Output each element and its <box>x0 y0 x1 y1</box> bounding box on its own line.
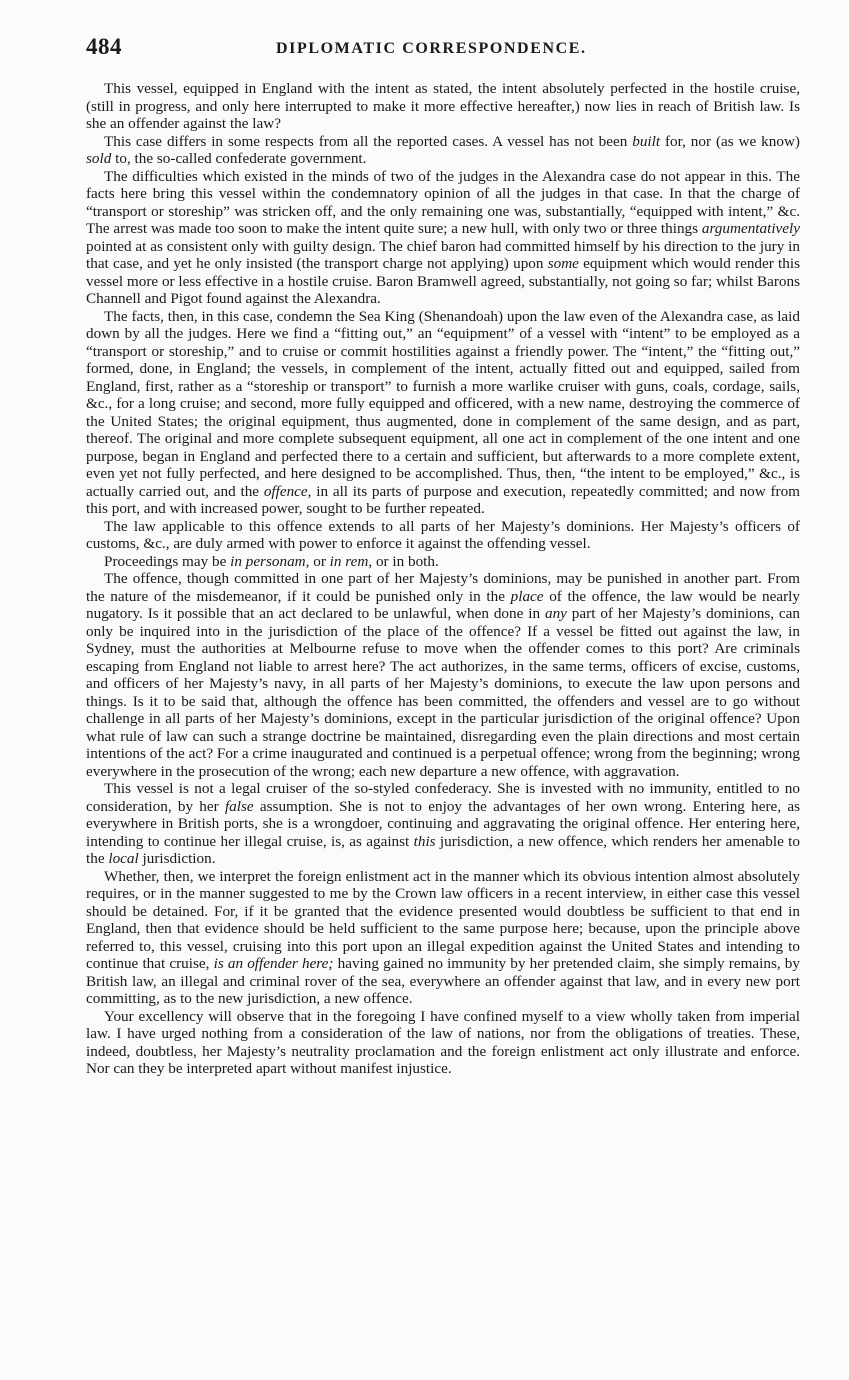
text-run: jurisdiction. <box>138 850 216 867</box>
paragraph-7 <box>86 570 800 780</box>
paragraph-4 <box>86 308 800 518</box>
text-run: This vessel, equipped in England with the intent as stated, the intent absolutely perfected in the hostile cruise, (still in progress, and only here interrupted to make it more effective hereafter,) now lies in reach of British law. Is she an offender against the law? <box>86 80 800 132</box>
italic-run: in personam <box>230 552 306 570</box>
text-run: part of her Majesty’s dominions, can only be inquired into in the jurisdiction of the place of the offence? If a vessel be fitted out against the law, in Sydney, must the authorities at Melbourne refuse to move when the offender comes to this port? Are criminals escaping from England not liable to arrest here? The act authorizes, in the same terms, officers of excise, customs, and officers of her Majesty’s navy, in all parts of her Majesty’s dominions, to execute the law upon persons and things. Is it to be said that, although the offence has been committed, the offenders and vessel are to go without challenge in all parts of her Majesty’s dominions, except in the particular jurisdiction of the original offence? Upon what rule of law can such a strange doctrine be maintained, disregarding even the plain directions and most certain intentions of the act? For a crime inaugurated and continued is a perpetual offence; wrong from the beginning; wrong everywhere in the prosecution of the wrong; each new departure a new offence, with aggravation. <box>86 605 801 780</box>
text-run: for, nor (as we know) <box>660 132 800 150</box>
italic-run: local <box>108 850 139 867</box>
text-run: Whether, then, we interpret the foreign enlistment act in the manner which its obvious intention almost absolutely requires, or in the manner suggested to me by the Crown law officers in a recent interview, in either case this vessel should be detained. For, if it be granted that the evidence presented would doubtless be sufficient to that end in England, then that evidence should be held sufficient to the same purpose here; because, upon the principle above referred to, this vessel, cruising into this port upon an illegal expedition against the United States and intending to continue that cruise, <box>86 867 800 972</box>
page-number: 484 <box>86 34 122 59</box>
paragraph-8 <box>86 780 800 868</box>
paragraph-2 <box>86 133 800 168</box>
italic-run: place <box>510 587 544 605</box>
text-run: The difficulties which existed in the minds of two of the judges in the Alexandra case do not appear in this. The facts here bring this vessel within the condemnatory opinion of all the judges in that case. In that the charge of “transport or storeship” was stricken off, and the only remaining one was, substantially, “equipped with intent,” &c. The arrest was made too soon to make the intent quite sure; a new hull, with only two or three things <box>86 167 800 237</box>
paragraph-6 <box>86 553 800 571</box>
text-run: , or in both. <box>368 552 439 570</box>
text-run: jurisdiction, a new offence, which renders her amenable to the <box>86 832 800 867</box>
text-run: equipment which would render this vessel more or less effective in a hostile cruise. Baron Bramwell agreed, substantially, not going so far; whilst Barons Channell and Pigot found against the Alexandra. <box>86 255 800 307</box>
italic-run: built <box>632 132 661 150</box>
text-run: The offence, though committed in one part of her Majesty’s dominions, may be punished in another part. From the nature of the misdemeanor, if it could be punished only in the <box>86 570 800 605</box>
italic-run: offence <box>263 482 308 500</box>
text-run: This vessel is not a legal cruiser of the so-styled confederacy. She is invested with no immunity, entitled to no consideration, by her <box>86 780 800 815</box>
running-head: DIPLOMATIC CORRESPONDENCE. <box>276 40 587 57</box>
italic-run: any <box>544 605 567 622</box>
text-run: The facts, then, in this case, condemn the Sea King (Shenandoah) upon the law even of the Alexandra case, as laid down by all the judges. Here we find a “fitting out,” an “equipment” of a vessel with “intent” to be employed as a “transport or storeship,” and to cruise or commit hostilities against a friendly power. The “intent,” the “fitting out,” formed, done, in England; the vessels, in complement of the intent, actually fitted out and equipped, sailed from England, first, rather as a “storeship or transport” to furnish a more warlike cruiser with guns, coals, cordage, sails, &c., for a long cruise; and second, more fully equipped and officered, with a new name, destroying the commerce of the United States; the original equipment, thus augmented, done in complement of the same design, and as part, thereof. The original and more complete subsequent equipment, all one act in complement of the one intent and one purpose, began in England and perfected there to a certain and sufficient, but afterwards to a more complete extent, even yet not fully perfected, and here designed to be accomplished. Thus, then, “the intent to be employed,” &c., is actually carried out, and the <box>86 307 800 500</box>
text-run: pointed at as consistent only with guilty design. The chief baron had committed himself by his direction to the jury in that case, and yet he only insisted (the transport charge not applying) upon <box>86 237 800 272</box>
text-run: The law applicable to this offence extends to all parts of her Majesty’s dominions. Her Majesty’s officers of customs, &c., are duly armed with power to enforce it against the offending vessel. <box>86 517 800 552</box>
italic-run: argumentatively <box>701 220 800 237</box>
text-run: This case differs in some respects from all the reported cases. A vessel has not been <box>104 132 633 150</box>
text-run: assumption. She is not to enjoy the advantages of her own wrong. Entering here, as everywhere in British ports, she is a wrongdoer, continuing and aggravating the original offence. Her entering here, intending to continue her illegal cruise, is, as against <box>86 797 800 850</box>
italic-run: false <box>224 797 254 815</box>
italic-run: this <box>413 832 436 850</box>
text-run: Your excellency will observe that in the foregoing I have confined myself to a view wholly taken from imperial law. I have urged nothing from a consideration of the law of nations, nor from the obligations of treaties. These, indeed, doubtless, her Majesty’s neutrality proclamation and the foreign enlistment act only illustrate and enforce. Nor can they be interpreted apart without manifest injustice. <box>86 1007 800 1077</box>
body-text <box>86 80 800 1078</box>
italic-run: in rem <box>329 552 369 570</box>
paragraph-9 <box>86 868 800 1008</box>
text-run: of the offence, the law would be nearly nugatory. Is it possible that an act declared to be unlawful, when done in <box>86 587 800 622</box>
italic-run: some <box>547 255 579 272</box>
text-run: , in all its parts of purpose and execution, repeatedly committed; and now from this port, and with increased power, sought to be further repeated. <box>86 482 800 517</box>
page-header <box>86 34 801 68</box>
text-run: to, the so-called confederate government. <box>111 150 367 167</box>
text-run: Proceedings may be <box>104 552 231 570</box>
paragraph-1 <box>86 80 800 133</box>
text-run: having gained no immunity by her pretended claim, she simply remains, by British law, an illegal and criminal rover of the sea, everywhere an offender against that law, and in every new port committing, as to the new jurisdiction, a new offence. <box>86 955 800 1007</box>
paragraph-3 <box>86 168 800 308</box>
italic-run: is an offender here; <box>213 955 334 972</box>
italic-run: sold <box>86 150 112 167</box>
paragraph-5 <box>86 518 800 553</box>
text-run: , or <box>305 552 330 570</box>
paragraph-10 <box>86 1008 800 1078</box>
